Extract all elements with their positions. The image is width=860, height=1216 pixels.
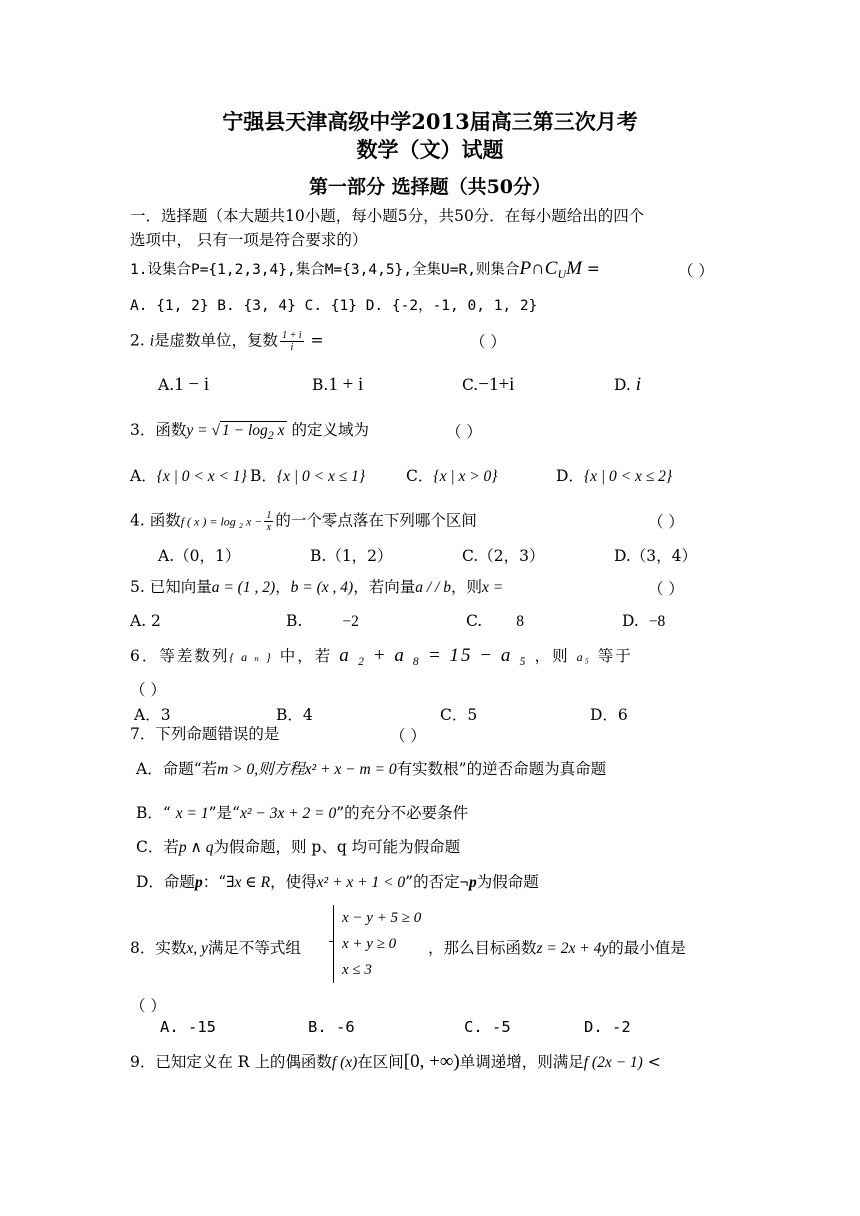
q8-inequality-2: x + y ≥ 0 xyxy=(342,936,397,952)
q3-option-d: D．{x | 0 < x ≤ 2} xyxy=(556,467,673,485)
q4-stem-post: 的一个零点落在下列哪个区间 xyxy=(275,511,477,530)
q2-option-b: B.1 + i xyxy=(312,374,364,395)
q2-eq: = xyxy=(305,331,324,350)
q3-stem-post: 的定义域为 xyxy=(286,421,369,439)
q5-vec-a: a = (1 , 2) xyxy=(211,579,276,596)
q7-option-c: C．若p ∧ q为假命题，则 p、q 均可能为假命题 xyxy=(136,838,461,856)
q6-answer-paren: （ ） xyxy=(130,681,166,699)
q3-option-c: C．{x | x > 0} xyxy=(406,467,498,485)
q2-option-d: D. i xyxy=(614,374,642,395)
q8-option-a: A. -15 xyxy=(160,1018,216,1036)
q5-answer-paren: （ ） xyxy=(648,580,684,598)
q5-option-c: C. 8 xyxy=(466,612,524,630)
q5-option-a: A. 2 xyxy=(130,612,161,630)
question-2 xyxy=(130,330,324,353)
q6-a5: a₅ xyxy=(576,650,591,664)
exam-title: 宁强县天津高级中学2013届高三第三次月考 xyxy=(222,109,638,134)
q8-option-b: B. -6 xyxy=(308,1018,355,1036)
q1-math2: M xyxy=(566,258,582,279)
q5-x-eq: x = xyxy=(481,579,504,596)
q2-frac-num: 1 + i xyxy=(282,330,302,341)
question-1 xyxy=(130,259,600,284)
q5-option-d: D. −8 xyxy=(622,612,666,630)
q8-inequality-3: x ≤ 3 xyxy=(342,962,372,978)
q8-inequality-system xyxy=(333,905,421,983)
q6-option-c: C．5 xyxy=(440,706,478,724)
q3-radicand: $1 - \log_2 x$ xyxy=(221,422,285,443)
q1-math-sub: U xyxy=(557,267,567,282)
question-7: 7．下列命题错误的是 xyxy=(130,725,280,743)
q3-option-b: B．{x | 0 < x ≤ 1} xyxy=(250,467,366,485)
q1-answer-paren: （ ） xyxy=(678,262,714,280)
q6-seq: { a ₙ } xyxy=(229,650,273,664)
q5-option-b: B. −2 xyxy=(286,612,359,630)
question-6: 6．等差数列{ a ₙ } 中，若 a ₂ + a ₈ = 15 − a ₅ ，则 a₅ 等于 xyxy=(130,645,633,666)
q2-answer-paren: （ ） xyxy=(470,333,506,351)
q4-func: f ( x ) = log ₂ x − xyxy=(180,514,263,529)
q2-stem: 是虚数单位，复数 xyxy=(154,331,279,350)
q2-option-a: A.1 − i xyxy=(158,374,210,395)
q3-option-a: A．{x | 0 < x < 1} xyxy=(130,467,247,485)
q4-option-b: B.（1，2） xyxy=(310,547,393,565)
q6-option-a: A．3 xyxy=(134,706,171,724)
q4-option-a: A.（0，1） xyxy=(158,547,241,565)
q3-func: y = xyxy=(186,422,212,439)
q4-option-d: D.（3，4） xyxy=(614,547,698,565)
section-instruction-line1: 一．选择题（本大题共10小题，每小题5分，共50分．在每小题给出的四个 xyxy=(130,207,645,225)
sqrt-icon: √ xyxy=(211,422,220,439)
q6-option-d: D．6 xyxy=(590,706,628,724)
q1-math: P∩C xyxy=(519,258,558,279)
q5-stem-pre: 5. 已知向量 xyxy=(130,578,212,596)
question-8-stem: 8．实数x, y满足不等式组 xyxy=(130,939,301,957)
q2-frac-den: i xyxy=(290,342,294,353)
q2-num: 2. xyxy=(130,331,145,350)
q7-answer-paren: （ ） xyxy=(390,727,426,745)
q3-stem-pre: 3．函数 xyxy=(130,421,187,439)
q4-fraction: $\frac{1}{x}$ xyxy=(266,510,272,533)
question-9: 9．已知定义在 R 上的偶函数f (x)在区间[0, +∞)单调递增，则满足f (2x − 1) < xyxy=(130,1051,661,1072)
q1-eq: = xyxy=(581,260,600,278)
exam-subtitle: 数学（文）试题 xyxy=(356,137,504,162)
q4-option-c: C.（2，3） xyxy=(462,547,545,565)
q2-option-c: C.−1+i xyxy=(462,374,515,395)
q2-i: i xyxy=(149,332,155,350)
q1-options: A. {1, 2} B. {3, 4} C. {1} D. {-2，-1, 0, 1, 2} xyxy=(130,298,538,314)
q3-answer-paren: （ ） xyxy=(446,423,482,441)
q8-answer-paren: （ ） xyxy=(130,997,166,1015)
q8-option-c: C. -5 xyxy=(464,1018,511,1036)
q6-equation: a ₂ + a ₈ = 15 − a ₅ xyxy=(339,645,528,666)
q4-answer-paren: （ ） xyxy=(648,513,684,531)
question-8-objective: ，那么目标函数z = 2x + 4y的最小值是 xyxy=(428,939,686,957)
q5-parallel: a / / b xyxy=(415,579,451,596)
q1-stem: 1.设集合P={1,2,3,4},集合M={3,4,5},全集U=R,则集合 xyxy=(130,262,520,278)
q7-option-b: B．“ x = 1”是“x² − 3x + 2 = 0”的充分不必要条件 xyxy=(136,804,469,822)
q5-vec-b: b = (x , 4) xyxy=(290,579,354,596)
question-4 xyxy=(130,510,477,533)
part-title: 第一部分 选择题（共50分） xyxy=(308,176,552,198)
question-5: 5. 已知向量a = (1 , 2)，b = (x , 4)，若向量a / / b，则x = xyxy=(130,578,504,596)
q8-inequality-1: x − y + 5 ≥ 0 xyxy=(342,910,422,926)
q7-option-d: D．命题p：“∃x ∈ R，使得x² + x + 1 < 0”的否定¬p为假命题 xyxy=(136,873,539,891)
q6-option-b: B．4 xyxy=(276,706,313,724)
q4-stem-pre: 4. 函数 xyxy=(130,511,181,530)
q8-option-d: D. -2 xyxy=(584,1018,631,1036)
q2-fraction xyxy=(280,330,304,353)
q7-option-a: A．命题“若m > 0,则方程x² + x − m = 0有实数根”的逆否命题为真命题 xyxy=(136,760,607,778)
section-instruction-line2: 选项中， 只有一项是符合要求的） xyxy=(130,231,368,249)
question-3 xyxy=(130,420,369,445)
